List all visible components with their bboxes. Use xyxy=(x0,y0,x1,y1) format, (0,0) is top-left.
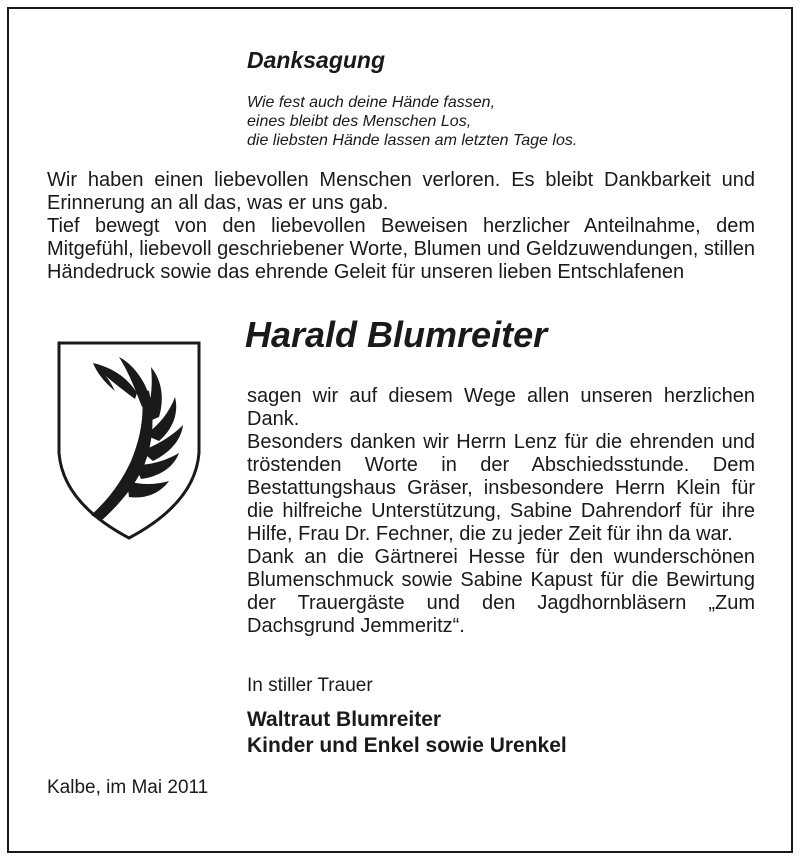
obituary-notice xyxy=(7,7,793,853)
thanks-text xyxy=(247,385,755,638)
deceased-name: Harald Blumreiter xyxy=(245,314,548,355)
poem-line: eines bleibt des Menschen Los, xyxy=(247,113,472,130)
mourning-phrase: In stiller Trauer xyxy=(247,675,373,696)
thanks-paragraph: Besonders danken wir Herrn Lenz für die ehrenden und tröstenden Worte in der Abschiedsstunde. Dem Bestattungshaus Gräser, insbesondere Herrn Klein für die hilfreiche Unterstützung, Sabine Dahrendorf für ihre Hilfe, Frau Dr. Fechner, die zu jeder Zeit für ihn da war. xyxy=(247,431,755,545)
signers xyxy=(247,707,567,759)
signer-line: Kinder und Enkel sowie Urenkel xyxy=(247,734,567,757)
thanks-paragraph: Dank an die Gärtnerei Hesse für den wunderschönen Blumenschmuck sowie Sabine Kapust für die Bewirtung der Trauergäste und den Jagdhornbläsern „Zum Dachsgrund Jemmeritz“. xyxy=(247,546,755,637)
intro-paragraph: Tief bewegt von den liebevollen Beweisen herzlicher Anteilnahme, dem Mitgefühl, liebevoll geschriebener Worte, Blumen und Geldzuwendungen, stillen Händedruck sowie das ehrende Geleit für unseren lieben Entschlafenen xyxy=(47,215,755,283)
coat-of-arms-antler-icon xyxy=(49,333,209,543)
poem-line: Wie fest auch deine Hände fassen, xyxy=(247,94,496,111)
place-date: Kalbe, im Mai 2011 xyxy=(47,777,209,798)
intro-paragraph: Wir haben einen liebevollen Menschen verloren. Es bleibt Dankbarkeit und Erinnerung an all das, was er uns gab. xyxy=(47,169,755,214)
intro-text xyxy=(47,169,755,284)
poem-line: die liebsten Hände lassen am letzten Tage los. xyxy=(247,132,578,149)
signer-line: Waltraut Blumreiter xyxy=(247,708,442,731)
poem xyxy=(247,93,577,150)
thanks-paragraph: sagen wir auf diesem Wege allen unseren herzlichen Dank. xyxy=(247,385,755,430)
notice-heading: Danksagung xyxy=(247,47,386,73)
